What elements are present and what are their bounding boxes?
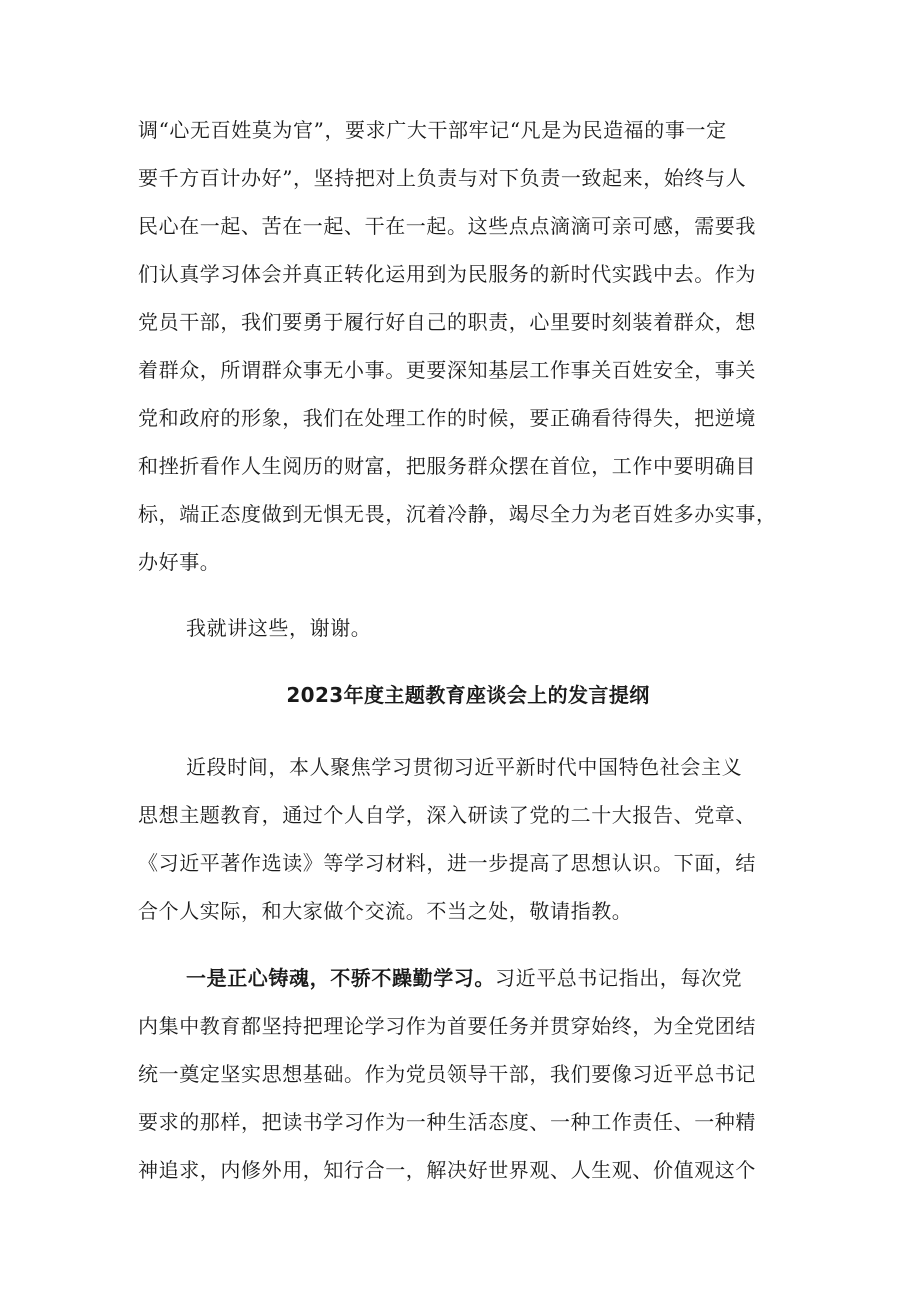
- paragraph-line: 着群众，所谓群众事无小事。更要深知基层工作事关百姓安全，事关: [138, 358, 756, 382]
- section-first-line: [186, 960, 798, 996]
- paragraph-line: 调“心无百姓莫为官”，要求广大干部牢记“凡是为民造福的事一定: [138, 118, 727, 142]
- paragraph-line: 党和政府的形象，我们在处理工作的时候，要正确看待得失，把逆境: [138, 406, 756, 430]
- section-line: 神追求，内修外用，知行合一，解决好世界观、人生观、价值观这个: [138, 1158, 756, 1182]
- intro-line: 思想主题教育，通过个人自学，深入研读了党的二十大报告、党章、: [138, 803, 756, 827]
- section-first-line-text: 习近平总书记指出，每次党: [495, 966, 743, 990]
- intro-line: 近段时间，本人聚焦学习贯彻习近平新时代中国特色社会主义: [186, 755, 743, 779]
- document-title: 2023年度主题教育座谈会上的发言提纲: [286, 683, 650, 707]
- paragraph-line: 党员干部，我们要勇于履行好自己的职责，心里要时刻装着群众，想: [138, 310, 756, 334]
- section-line: 要求的那样，把读书学习作为一种生活态度、一种工作责任、一种精: [138, 1110, 756, 1134]
- section-heading: 一是正心铸魂，不骄不躁勤学习。: [186, 966, 495, 990]
- closing-remark: 我就讲这些，谢谢。: [186, 616, 372, 640]
- paragraph-line: 和挫折看作人生阅历的财富，把服务群众摆在首位，工作中要明确目: [138, 454, 756, 478]
- paragraph-line: 办好事。: [138, 550, 221, 574]
- paragraph-line: 标，端正态度做到无惧无畏，沉着冷静，竭尽全力为老百姓多办实事，: [138, 502, 777, 526]
- intro-line: 《习近平著作选读》等学习材料，进一步提高了思想认识。下面，结: [138, 851, 756, 875]
- section-line: 统一奠定坚实思想基础。作为党员领导干部，我们要像习近平总书记: [138, 1062, 756, 1086]
- paragraph-line: 们认真学习体会并真正转化运用到为民服务的新时代实践中去。作为: [138, 262, 756, 286]
- paragraph-line: 要千方百计办好”，坚持把对上负责与对下负责一致起来，始终与人: [138, 166, 747, 190]
- intro-line: 合个人实际，和大家做个交流。不当之处，敬请指教。: [138, 899, 633, 923]
- paragraph-line: 民心在一起、苦在一起、干在一起。这些点点滴滴可亲可感，需要我: [138, 214, 756, 238]
- section-line: 内集中教育都坚持把理论学习作为首要任务并贯穿始终，为全党团结: [138, 1014, 756, 1038]
